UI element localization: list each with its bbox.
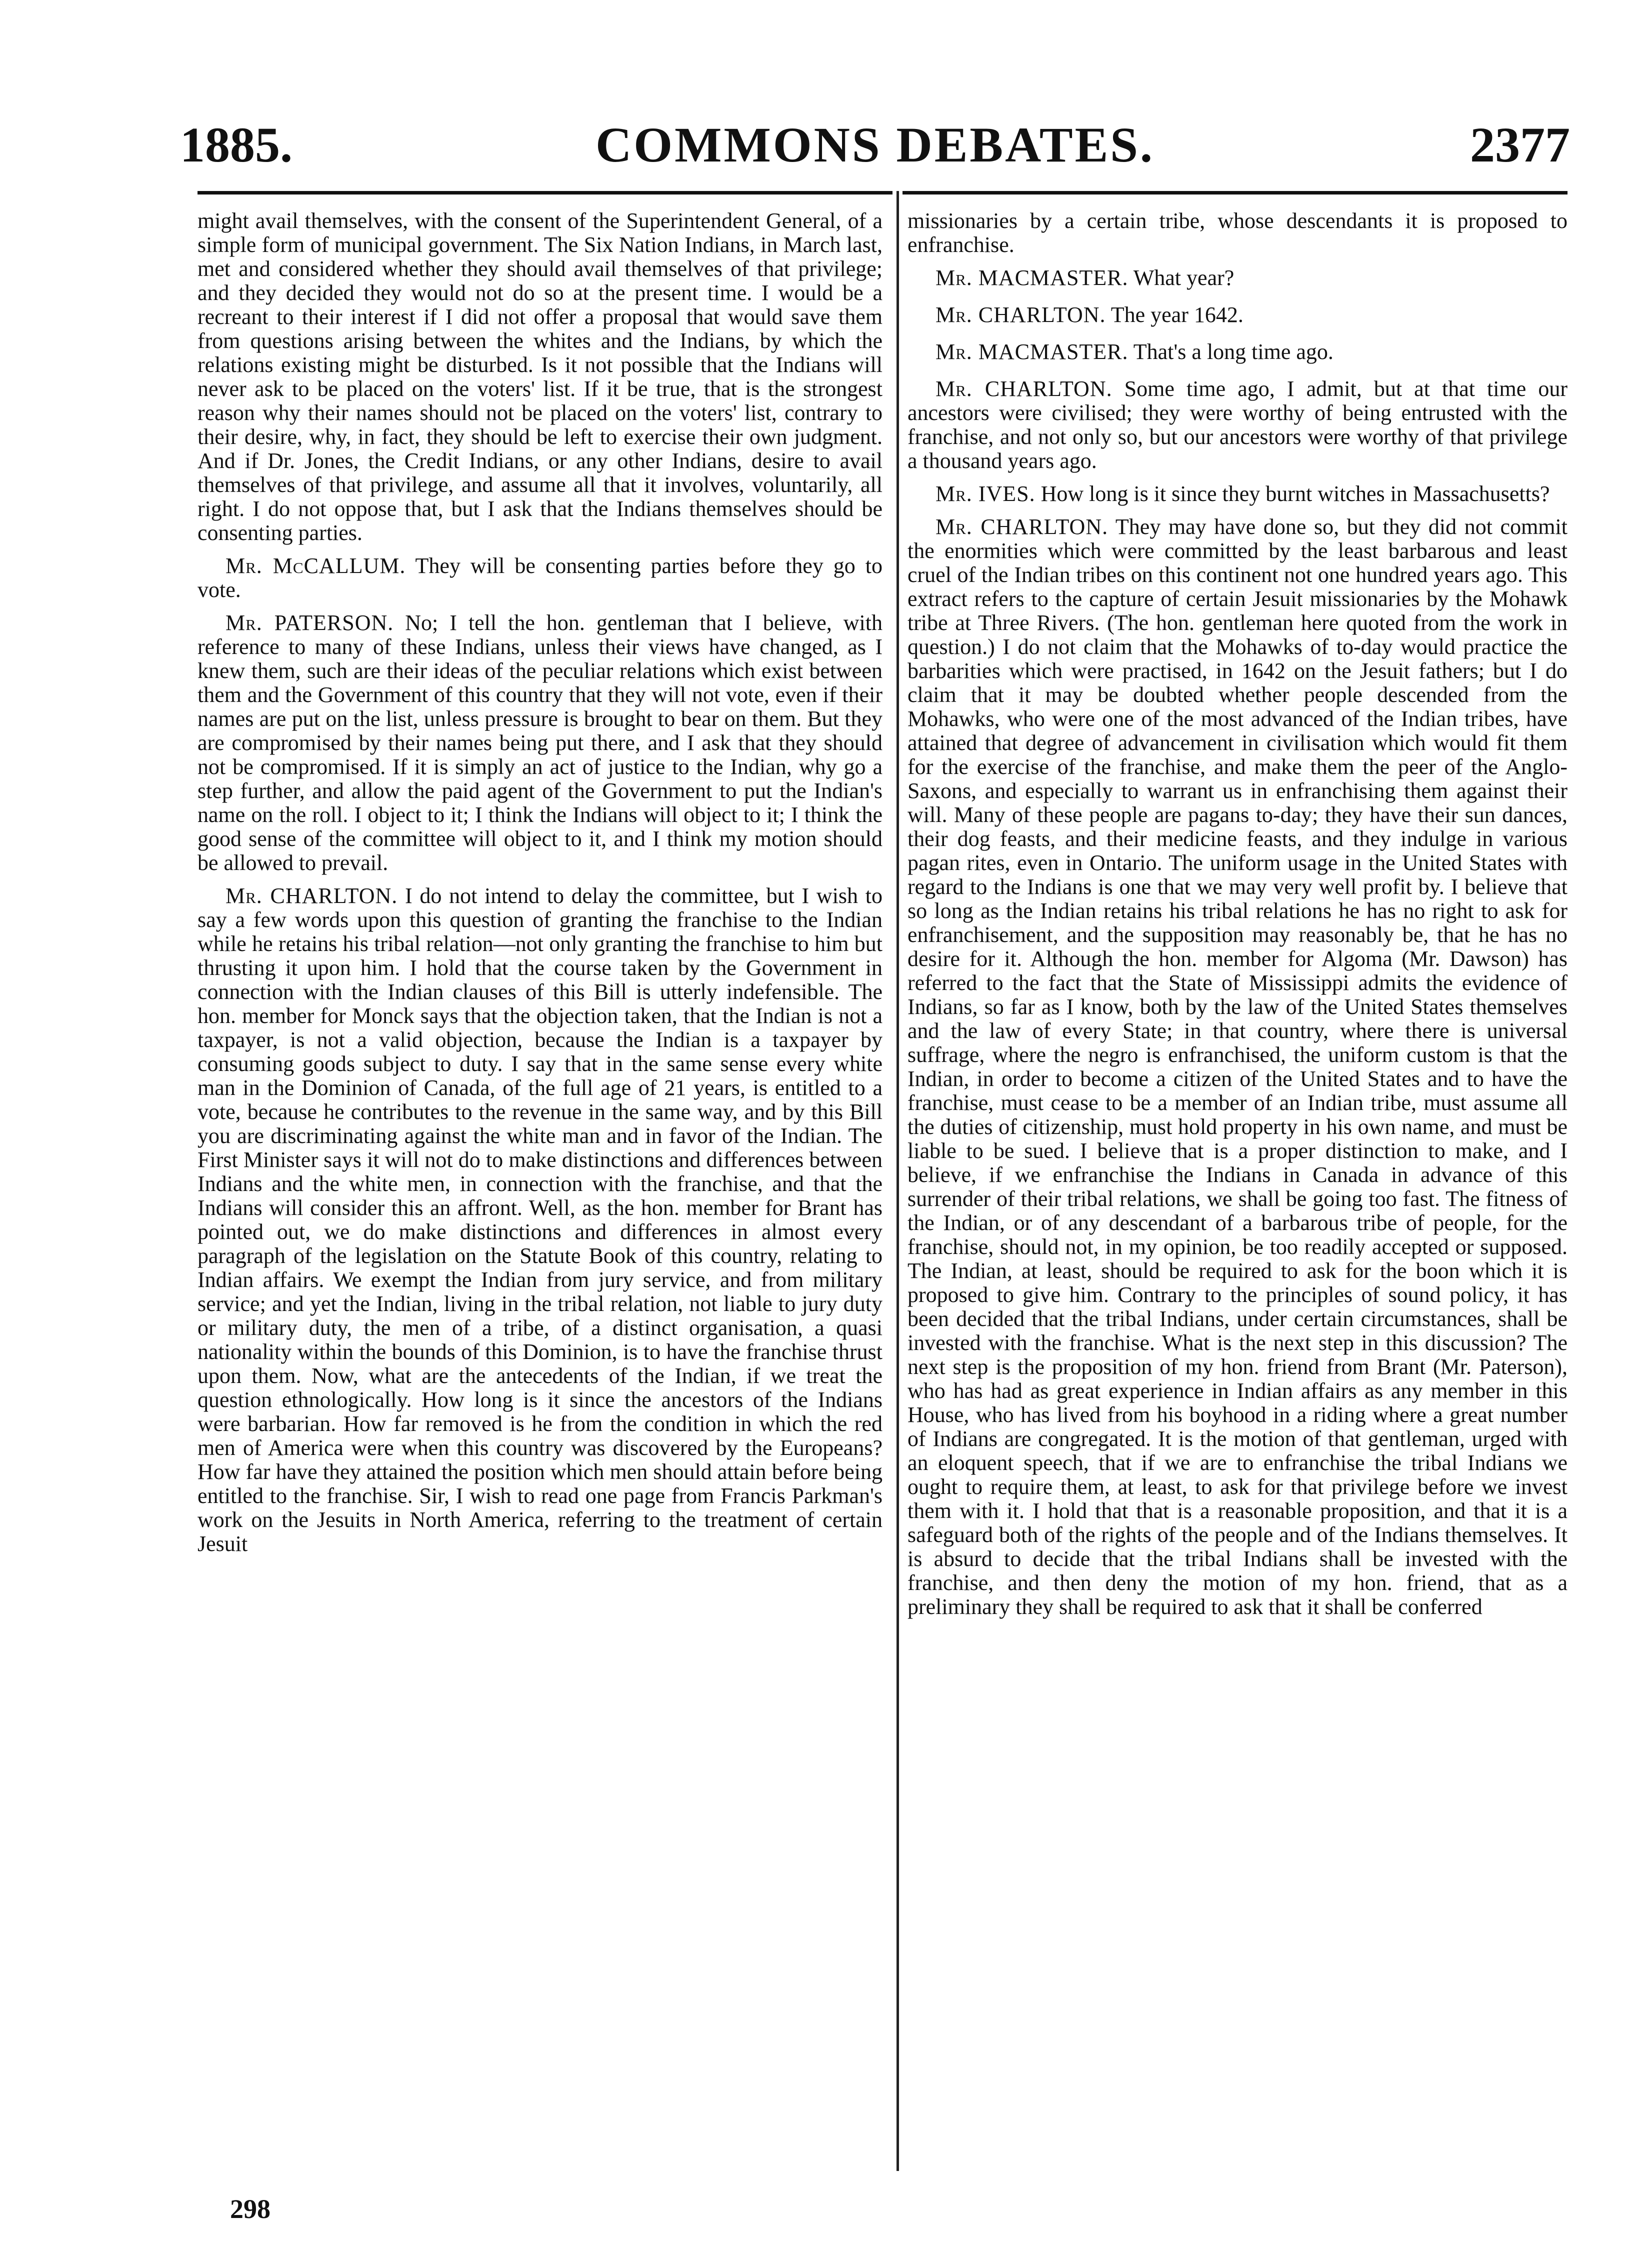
speaker-name: Mr. PATERSON. bbox=[226, 610, 394, 635]
paragraph bbox=[908, 303, 1568, 327]
speaker-name: Mr. McCALLUM. bbox=[226, 554, 406, 578]
paragraph-text: The year 1642. bbox=[1110, 302, 1244, 327]
paragraph-text: How long is it since they burnt witches in Massachusetts? bbox=[1040, 482, 1550, 506]
paragraph bbox=[198, 554, 882, 602]
speaker-name: Mr. CHARLTON. bbox=[936, 376, 1112, 401]
paragraph-text: They may have done so, but they did not commit the enormities which were committed by the least barbarous and least cruel of the Indian tribes on this continent not one hundred years ago. This extract refers to the capture of certain Jesuit missionaries by the Mohawk tribe at Three Rivers. (The hon. gentleman here quoted from the work in question.) I do not claim that the Mohawks of to-day would practice the barbarities which were practised, in 1642 on the Jesuit fathers; but I do claim that it may be doubted whether people descended from the Mohawks, who were one of the most advanced of the Indian tribes, have attained that degree of advancement in civilisation which would fit them for the exercise of the franchise, and make them the peer of the Anglo-Saxons, and especially to warrant us in enfranchising them against their will. Many of these people are pagans to-day; they have their sun dances, their dog feasts, and their medicine feasts, and they indulge in various pagan rites, even in Ontario. The uniform usage in the United States with regard to the Indians is one that we may very well profit by. I believe that so long as the Indian retains his tribal relations he has no right to ask for enfranchisement, and the supposition may reasonably be, that he has no desire for it. Although the hon. member for Algoma (Mr. Dawson) has referred to the fact that the State of Mississippi admits the evidence of Indians, so far as I know, both by the law of the United States themselves and the law of every State; in that country, where there is universal suffrage, where the negro is enfranchised, the uniform custom is that the Indian, in order to become a citizen of the United States and to have the franchise, must cease to be a member of an Indian tribe, must assume all the duties of citizenship, must hold property in his own name, and must be liable to be sued. I believe that is a proper distinction to make, and I believe, if we enfranchise the Indians in Canada in advance of this surrender of their tribal relations, we shall be going too fast. The fitness of the Indian, or of any descendant of a barbarous tribe of people, for the franchise, should not, in my opinion, be too readily accepted or supposed. The Indian, at least, should be required to ask for the boon which it is proposed to give him. Contrary to the principles of sound policy, it has been decided that the tribal Indians, under certain circumstances, shall be invested with the franchise. What is the next step in this discussion? The next step is the proposition of my hon. friend from Brant (Mr. Paterson), who has had as great experience in Indian affairs as any member in this House, who has lived from his boyhood in a riding where a great number of Indians are congregated. It is the motion of that gentleman, urged with an eloquent speech, that if we are to enfranchise the tribal Indians we ought to require them, at least, to ask for that privilege before we invest them with it. I hold that that is a reasonable proposition, and that it is a safeguard both of the rights of the people and of the Indians themselves. It is absurd to decide that the tribal Indians shall be invested with the franchise, and then deny the motion of my hon. friend, that as a preliminary they shall be required to ask that it shall be conferred bbox=[908, 514, 1568, 1619]
header-year: 1885. bbox=[180, 117, 292, 172]
paragraph-text: That's a long time ago. bbox=[1133, 340, 1334, 364]
column-divider bbox=[896, 191, 899, 2171]
paragraph-text: They will be consenting parties before they go to vote. bbox=[198, 554, 882, 602]
paragraph bbox=[908, 515, 1568, 1619]
paragraph bbox=[198, 209, 882, 545]
paragraph-text: What year? bbox=[1133, 266, 1234, 290]
right-column bbox=[908, 209, 1568, 1628]
speaker-name: Mr. CHARLTON. bbox=[936, 514, 1108, 539]
signature-mark: 298 bbox=[230, 2194, 270, 2224]
header-title: COMMONS DEBATES. bbox=[596, 117, 1154, 172]
paragraph bbox=[908, 482, 1568, 506]
paragraph bbox=[198, 611, 882, 875]
paragraph bbox=[198, 884, 882, 1556]
header-rule-right bbox=[902, 191, 1568, 194]
page-header bbox=[180, 115, 1570, 175]
header-page-number: 2377 bbox=[1470, 117, 1570, 172]
paragraph-text: I do not intend to delay the committee, but I wish to say a few words upon this question of granting the franchise to the Indian while he retains his tribal relation—not only granting the franchise to him but thrusting it upon him. I hold that the course taken by the Government in connection with the Indian clauses of this Bill is utterly indefensible. The hon. member for Monck says that the objection taken, that the Indian is not a taxpayer, is not a valid objection, because the Indian is a taxpayer by consuming goods subject to duty. I say that in the same sense every white man in the Dominion of Canada, of the full age of 21 years, is entitled to a vote, because he contributes to the revenue in the same way, and by this Bill you are discriminating against the white man and in favor of the Indian. The First Minister says it will not do to make distinctions and differences between Indians and the white men, in connection with the franchise, and that the Indians will consider this an affront. Well, as the hon. member for Brant has pointed out, we do make distinctions and differences in almost every paragraph of the legislation on the Statute Book of this country, relating to Indian affairs. We exempt the Indian from jury service, and from military service; and yet the Indian, living in the tribal relation, not liable to jury duty or military duty, the men of a tribe, of a distinct organisation, a quasi nationality within the bounds of this Dominion, is to have the franchise thrust upon them. Now, what are the antecedents of the Indian, if we treat the question ethnologically. How long is it since the ancestors of the Indians were barbarian. How far removed is he from the condition in which the red men of America were when this country was discovered by the Europeans? How far have they attained the position which men should attain before being entitled to the franchise. Sir, I wish to read one page from Francis Parkman's work on the Jesuits in North America, referring to the treatment of certain Jesuit bbox=[198, 884, 882, 1556]
speaker-name: Mr. IVES. bbox=[936, 482, 1036, 506]
paragraph-text: might avail themselves, with the consent of the Superintendent General, of a simple form of municipal government. The Six Nation Indians, in March last, met and considered whether they should avail themselves of that privilege; and they decided they would not do so at the present time. I would be a recreant to their interest if I did not offer a proposal that would save them from questions arising between the whites and the Indians, by which the relations existing might be disturbed. Is it not possible that the Indians will never ask to be placed on the voters' list. If it be true, that is the strongest reason why their names should not be placed on the voters' list, contrary to their desire, why, in fact, they should be left to exercise their own judgment. And if Dr. Jones, the Credit Indians, or any other Indians, desire to avail themselves of that privilege, and assume all that it involves, voluntarily, all right. I do not oppose that, but I ask that the Indians themselves should be consenting parties. bbox=[198, 208, 882, 545]
speaker-name: Mr. CHARLTON. bbox=[226, 884, 398, 908]
speaker-name: Mr. CHARLTON. bbox=[936, 302, 1106, 327]
left-column bbox=[198, 209, 882, 1565]
paragraph bbox=[908, 340, 1568, 364]
paragraph-text: Some time ago, I admit, but at that time our ancestors were civilised; they were worthy of being entrusted with the franchise, and not only so, but our ancestors were worthy of that privilege a thousand years ago. bbox=[908, 376, 1568, 473]
paragraph bbox=[908, 209, 1568, 257]
speaker-name: Mr. MACMASTER. bbox=[936, 340, 1128, 364]
paragraph-text: missionaries by a certain tribe, whose descendants it is proposed to enfranchise. bbox=[908, 208, 1568, 257]
header-rule-left bbox=[198, 191, 892, 194]
speaker-name: Mr. MACMASTER. bbox=[936, 266, 1128, 290]
paragraph bbox=[908, 377, 1568, 473]
paragraph-text: No; I tell the hon. gentleman that I believe, with reference to many of these Indians, unless their views have changed, as I knew them, such are their ideas of the peculiar relations which exist between them and the Government of this country that they will not vote, even if their names are put on the list, unless pressure is brought to bear on them. But they are compromised by their names being put there, and I ask that they should not be compromised. If it is simply an act of justice to the Indian, why go a step further, and allow the paid agent of the Government to put the Indian's name on the roll. I object to it; I think the Indians will object to it; I think the good sense of the committee will object to it, and I think my motion should be allowed to prevail. bbox=[198, 610, 883, 875]
paragraph bbox=[908, 266, 1568, 290]
